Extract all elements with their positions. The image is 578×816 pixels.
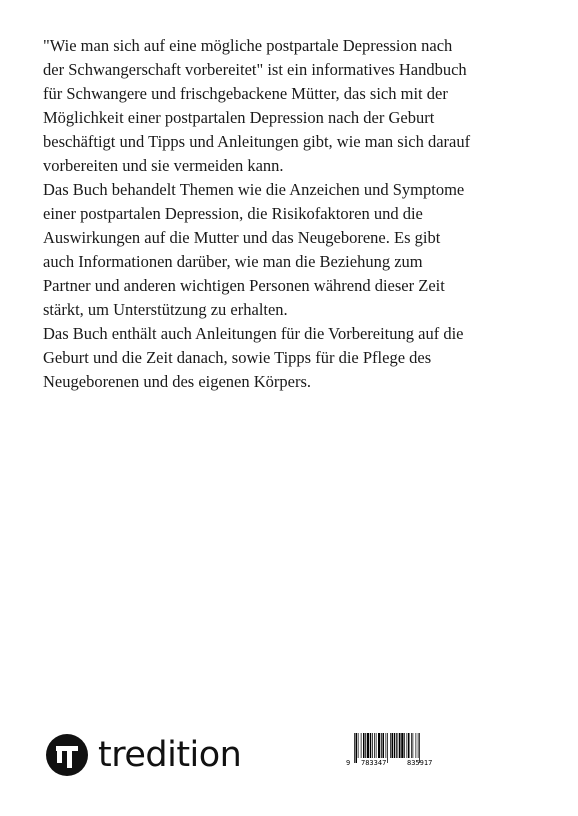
barcode-bar xyxy=(356,733,358,763)
isbn-barcode xyxy=(346,733,452,767)
barcode-bar xyxy=(370,733,372,758)
barcode-bar xyxy=(358,733,359,758)
text-line: Das Buch enthält auch Anleitungen für die Vorbereitung auf die xyxy=(43,324,464,343)
barcode-bar xyxy=(386,733,387,758)
text-line: Geburt und die Zeit danach, sowie Tipps für die Pflege des xyxy=(43,348,432,367)
barcode-bar xyxy=(374,733,375,758)
barcode-bar xyxy=(416,733,417,758)
barcode-bar xyxy=(407,733,408,758)
barcode-bar xyxy=(372,733,373,758)
text-line: "Wie man sich auf eine mögliche postpartale Depression nach xyxy=(43,36,453,55)
publisher-name: tredition xyxy=(98,735,242,775)
barcode-bar xyxy=(376,733,377,758)
text-line: Auswirkungen auf die Mutter und das Neugeborene. Es gibt xyxy=(43,228,441,247)
barcode-bar xyxy=(411,733,412,758)
text-line: Möglichkeit einer postpartalen Depression nach der Geburt xyxy=(43,108,435,127)
text-line: der Schwangerschaft vorbereitet" ist ein informatives Handbuch xyxy=(43,60,467,79)
text-line: auch Informationen darüber, wie man die Beziehung zum xyxy=(43,252,423,271)
barcode-bar xyxy=(392,733,394,758)
barcode-bar xyxy=(413,733,414,758)
barcode-bar xyxy=(394,733,396,758)
barcode-bar xyxy=(404,733,405,758)
barcode-group-2: 835917 xyxy=(407,759,433,767)
tredition-logo-icon xyxy=(46,734,88,776)
barcode-bar xyxy=(408,733,410,758)
barcode-bar xyxy=(381,733,382,758)
publisher-logo xyxy=(46,734,241,776)
barcode-bar xyxy=(398,733,399,758)
text-line: Das Buch behandelt Themen wie die Anzeichen und Symptome xyxy=(43,180,465,199)
barcode-bar xyxy=(396,733,397,758)
barcode-bar xyxy=(387,733,388,763)
barcode-bar xyxy=(383,733,385,758)
barcode-group-1: 783347 xyxy=(361,759,387,767)
barcode-bar xyxy=(354,733,355,763)
barcode-bar xyxy=(365,733,366,758)
barcode-bar xyxy=(378,733,380,758)
barcode-lead-digit: 9 xyxy=(346,759,351,767)
barcode-bar xyxy=(399,733,401,758)
text-line: für Schwangere und frischgebackene Mütter, das sich mit der xyxy=(43,84,448,103)
text-line: stärkt, um Unterstützung zu erhalten. xyxy=(43,300,288,319)
barcode-bar xyxy=(361,733,362,758)
barcode-bar xyxy=(367,733,369,758)
text-line: Neugeborenen und des eigenen Körpers. xyxy=(43,372,312,391)
text-line: beschäftigt und Tipps und Anleitungen gibt, wie man sich darauf xyxy=(43,132,471,151)
barcode-bar xyxy=(363,733,365,758)
barcode-bar xyxy=(418,733,419,758)
text-line: Partner und anderen wichtigen Personen während dieser Zeit xyxy=(43,276,445,295)
text-line: vorbereiten und sie vermeiden kann. xyxy=(43,156,284,175)
barcode-bar xyxy=(390,733,391,758)
barcode-bar xyxy=(401,733,403,758)
text-line: einer postpartalen Depression, die Risikofaktoren und die xyxy=(43,204,423,223)
back-cover-text xyxy=(43,34,523,394)
